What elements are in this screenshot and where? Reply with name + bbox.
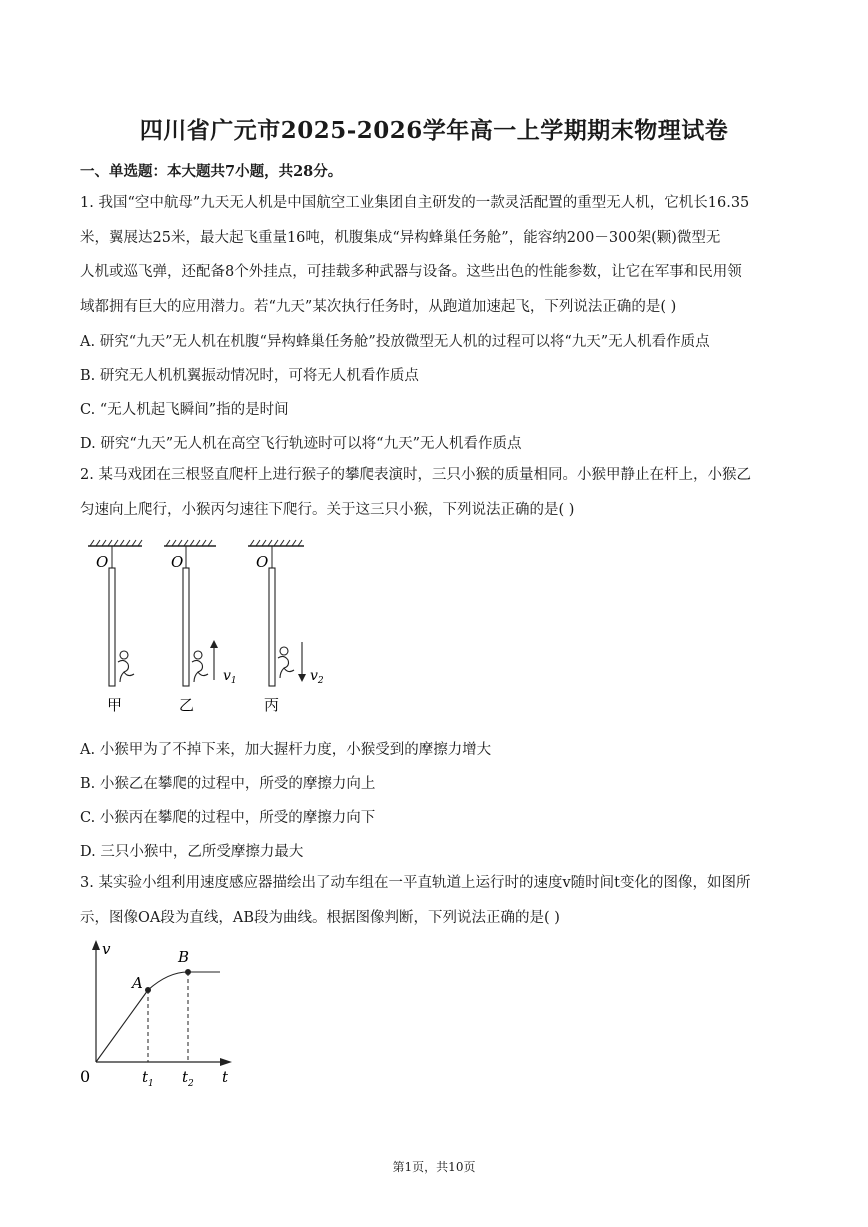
question-1-option-a: A. 研究“九天”无人机在机腹“异构蜂巢任务舱”投放微型无人机的过程可以将“九天”无人机看作质点: [80, 334, 710, 350]
pivot-label: O: [171, 553, 184, 571]
pole-yi: [164, 540, 237, 714]
stem-line: 示，图像OA段为直线，AB段为曲线。根据图像判断，下列说法正确的是( ): [80, 909, 560, 926]
stem-line: 匀速向上爬行，小猴丙匀速往下爬行。关于这三只小猴，下列说法正确的是( ): [80, 501, 575, 518]
velocity-label-down: $v_2$: [310, 668, 324, 686]
page-title: 四川省广元市2025-2026学年高一上学期期末物理试卷: [139, 117, 729, 144]
pole-bing: [248, 540, 324, 714]
stem-line: 域都拥有巨大的应用潜力。若“九天”某次执行任务时，从跑道加速起飞，下列说法正确的是( ): [80, 298, 677, 315]
question-2-option-d: D. 三只小猴中，乙所受摩擦力最大: [80, 844, 304, 860]
pivot-label: O: [256, 553, 269, 571]
question-1-option-c: C. “无人机起飞瞬间”指的是时间: [80, 402, 289, 418]
point-a-marker: [145, 987, 151, 993]
t2-label: $t_2$: [182, 1068, 194, 1089]
y-axis-arrow-icon: [92, 940, 100, 950]
stem-line: 1. 我国“空中航母”九天无人机是中国航空工业集团自主研发的一款灵活配置的重型无人机，它机长16.35: [80, 195, 750, 211]
question-1-option-b: B. 研究无人机机翼振动情况时，可将无人机看作质点: [80, 368, 419, 384]
question-1-option-d: D. 研究“九天”无人机在高空飞行轨迹时可以将“九天”无人机看作质点: [80, 436, 522, 452]
monkey-icon: [118, 651, 134, 682]
pivot-label: O: [96, 553, 109, 571]
segment-oa: [96, 990, 148, 1062]
t1-label: $t_1$: [142, 1068, 154, 1089]
monkey-icon: [192, 651, 208, 682]
pole-label: 丙: [264, 696, 280, 714]
stem-line: 3. 某实验小组利用速度感应器描绘出了动车组在一平直轨道上运行时的速度v随时间t变化的图像，如图所: [80, 875, 751, 891]
y-axis-label: v: [102, 940, 111, 958]
question-2-option-b: B. 小猴乙在攀爬的过程中，所受的摩擦力向上: [80, 776, 376, 792]
pole-jia: [88, 540, 142, 714]
monkey-icon: [278, 647, 294, 678]
point-b-marker: [185, 969, 191, 975]
question-2-option-a: A. 小猴甲为了不掉下来，加大握杆力度，小猴受到的摩擦力增大: [80, 742, 492, 758]
velocity-label-up: $v_1$: [223, 668, 237, 686]
page-footer: 第1页，共10页: [392, 1160, 476, 1174]
question-1-stem: [80, 186, 792, 324]
stem-line: 人机或巡飞弹，还配备8个外挂点，可挂载多种武器与设备。这些出色的性能参数，让它在军事和民用领: [80, 264, 742, 280]
question-3-stem: [80, 866, 792, 935]
x-axis-label: t: [222, 1068, 229, 1086]
pole-label: 甲: [107, 696, 123, 714]
section-heading: 一、单选题：本大题共7小题，共28分。: [80, 163, 343, 180]
question-2-stem: [80, 458, 792, 527]
monkey-poles-figure: [80, 538, 350, 718]
question-2-option-c: C. 小猴丙在攀爬的过程中，所受的摩擦力向下: [80, 810, 376, 826]
pole-label: 乙: [179, 696, 195, 714]
segment-ab: [148, 972, 220, 990]
point-a-label: A: [132, 974, 143, 992]
stem-line: 2. 某马戏团在三根竖直爬杆上进行猴子的攀爬表演时，三只小猴的质量相同。小猴甲静止在杆上，小猴乙: [80, 467, 751, 483]
origin-label: 0: [80, 1067, 91, 1086]
x-axis-arrow-icon: [220, 1058, 232, 1066]
velocity-time-graph: [76, 936, 246, 1094]
stem-line: 米，翼展达25米，最大起飞重量16吨，机腹集成“异构蜂巢任务舱”，能容纳200－300架(颗)微型无: [80, 229, 721, 246]
point-b-label: B: [178, 948, 190, 966]
